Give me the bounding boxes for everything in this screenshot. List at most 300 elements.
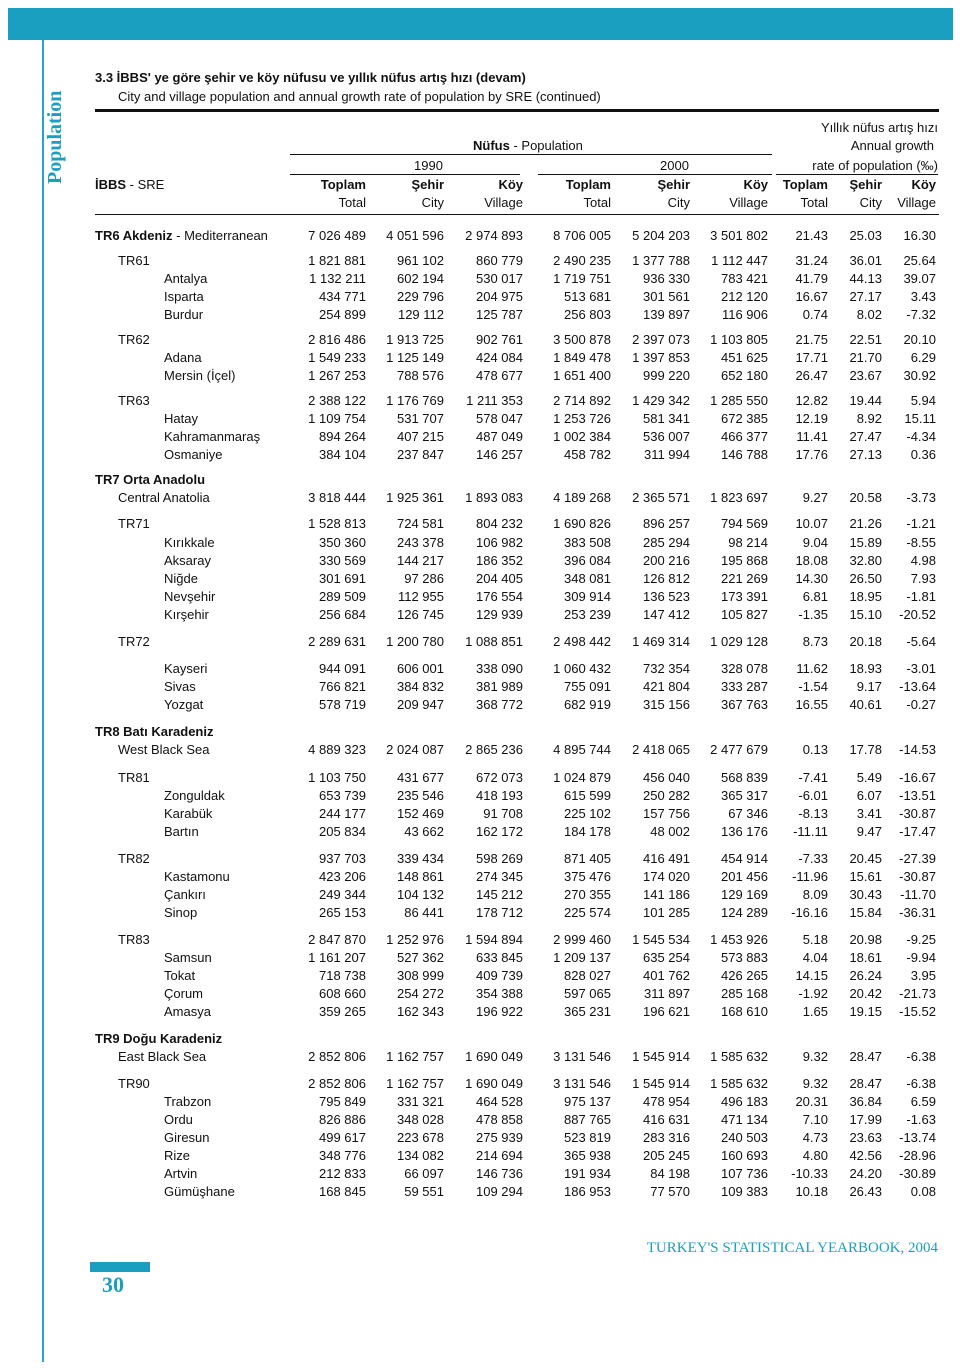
cell-c00: 936 330	[643, 271, 690, 286]
table-row	[0, 490, 960, 508]
row-label: Bartın	[164, 824, 199, 839]
cell-t00: 1 849 478	[553, 350, 611, 365]
cell-t90: 244 177	[319, 806, 366, 821]
cell-t00: 225 102	[564, 806, 611, 821]
table-title-en: City and village population and annual growth rate of population by SRE (continued)	[118, 89, 601, 104]
cell-v00: 426 265	[721, 968, 768, 983]
cell-v90: 146 736	[476, 1166, 523, 1181]
cell-t90: 384 104	[319, 447, 366, 462]
cell-gc: 23.63	[849, 1130, 882, 1145]
col-city-2000: City	[667, 195, 690, 210]
cell-gt: 4.73	[802, 1130, 828, 1145]
cell-t90: 653 739	[319, 788, 366, 803]
cell-c00: 2 418 065	[632, 742, 690, 757]
cell-v90: 145 212	[476, 887, 523, 902]
cell-v00: 129 169	[721, 887, 768, 902]
cell-gv: 25.64	[903, 253, 936, 268]
col-sehir-growth: Şehir	[849, 177, 882, 192]
cell-t00: 3 131 546	[553, 1049, 611, 1064]
cell-v90: 1 893 083	[465, 490, 523, 505]
cell-c90: 724 581	[397, 516, 444, 531]
table-row	[0, 851, 960, 869]
cell-v90: 368 772	[476, 697, 523, 712]
cell-gv: -21.73	[899, 986, 936, 1001]
cell-gt: 14.30	[795, 571, 828, 586]
cell-c90: 308 999	[397, 968, 444, 983]
cell-gt: -1.35	[798, 607, 828, 622]
cell-t00: 682 919	[564, 697, 611, 712]
cell-t00: 513 681	[564, 289, 611, 304]
cell-c00: 999 220	[643, 368, 690, 383]
cell-v00: 328 078	[721, 661, 768, 676]
table-row	[0, 697, 960, 715]
cell-c90: 229 796	[397, 289, 444, 304]
cell-t90: 499 617	[319, 1130, 366, 1145]
cell-v90: 424 084	[476, 350, 523, 365]
cell-gt: 8.73	[802, 634, 828, 649]
cell-gt: 4.04	[802, 950, 828, 965]
table-row	[0, 535, 960, 553]
table-row	[0, 1031, 960, 1049]
cell-gt: 18.08	[795, 553, 828, 568]
cell-v90: 106 982	[476, 535, 523, 550]
cell-v90: 902 761	[476, 332, 523, 347]
cell-c90: 86 441	[404, 905, 444, 920]
cell-t90: 1 821 881	[308, 253, 366, 268]
cell-c90: 339 434	[397, 851, 444, 866]
cell-gc: 26.50	[849, 571, 882, 586]
cell-t00: 4 189 268	[553, 490, 611, 505]
cell-c00: 77 570	[650, 1184, 690, 1199]
cell-gc: 32.80	[849, 553, 882, 568]
table-row	[0, 393, 960, 411]
year-2000: 2000	[660, 158, 689, 173]
cell-c00: 285 294	[643, 535, 690, 550]
cell-gc: 20.18	[849, 634, 882, 649]
cell-gv: 20.10	[903, 332, 936, 347]
cell-v00: 116 906	[721, 307, 768, 322]
cell-t00: 458 782	[564, 447, 611, 462]
row-label: Ordu	[164, 1112, 193, 1127]
cell-t90: 434 771	[319, 289, 366, 304]
cell-gv: 16.30	[903, 228, 936, 243]
ibbs-label: İBBS	[95, 177, 127, 192]
table-title-tr: 3.3 İBBS' ye göre şehir ve köy nüfusu ve yıllık nüfus artış hızı (devam)	[95, 70, 526, 85]
table-row	[0, 950, 960, 968]
cell-gv: -28.96	[899, 1148, 936, 1163]
cell-t90: 256 684	[319, 607, 366, 622]
cell-gv: -7.32	[906, 307, 936, 322]
cell-c00: 416 491	[643, 851, 690, 866]
cell-gt: 16.67	[795, 289, 828, 304]
cell-gc: 28.47	[849, 1076, 882, 1091]
cell-t00: 1 209 137	[553, 950, 611, 965]
table-row	[0, 516, 960, 534]
cell-c00: 147 412	[643, 607, 690, 622]
row-label: Tokat	[164, 968, 196, 983]
cell-v00: 1 585 632	[710, 1049, 768, 1064]
row-label: TR8 Batı Karadeniz	[95, 724, 214, 739]
cell-v90: 1 088 851	[465, 634, 523, 649]
row-label: Nevşehir	[164, 589, 216, 604]
cell-v90: 1 690 049	[465, 1076, 523, 1091]
row-label: Burdur	[164, 307, 204, 322]
cell-c00: 141 186	[643, 887, 690, 902]
cell-v00: 333 287	[721, 679, 768, 694]
cell-gt: 17.76	[795, 447, 828, 462]
row-label: Rize	[164, 1148, 191, 1163]
cell-v00: 1 029 128	[710, 634, 768, 649]
cell-gv: -5.64	[906, 634, 936, 649]
cell-c90: 1 925 361	[386, 490, 444, 505]
table-row	[0, 788, 960, 806]
table-row	[0, 724, 960, 742]
table-row	[0, 986, 960, 1004]
cell-gt: 9.27	[802, 490, 828, 505]
table-row	[0, 307, 960, 325]
row-label: Karabük	[164, 806, 213, 821]
cell-c90: 1 252 976	[386, 932, 444, 947]
cell-c90: 243 378	[397, 535, 444, 550]
cell-t00: 348 081	[564, 571, 611, 586]
table-row	[0, 932, 960, 950]
cell-gv: -30.87	[899, 869, 936, 884]
cell-t00: 186 953	[564, 1184, 611, 1199]
header-top-rule	[95, 109, 939, 112]
cell-v00: 794 569	[721, 516, 768, 531]
table-row	[0, 411, 960, 429]
row-label: Central Anatolia	[118, 490, 210, 505]
cell-gt: 14.15	[795, 968, 828, 983]
row-label: Antalya	[164, 271, 208, 286]
cell-v00: 466 377	[721, 429, 768, 444]
cell-t00: 1 024 879	[553, 770, 611, 785]
cell-v00: 454 914	[721, 851, 768, 866]
cell-t90: 795 849	[319, 1094, 366, 1109]
table-row	[0, 607, 960, 625]
cell-v90: 418 193	[476, 788, 523, 803]
cell-v00: 173 391	[721, 589, 768, 604]
year-1990: 1990	[414, 158, 443, 173]
cell-t90: 2 388 122	[308, 393, 366, 408]
cell-v90: 2 865 236	[465, 742, 523, 757]
row-label: TR63	[118, 393, 150, 408]
col-city-growth: City	[859, 195, 882, 210]
cell-c00: 311 994	[643, 447, 690, 462]
page-number-bar	[90, 1262, 150, 1272]
row-label: Kahramanmaraş	[164, 429, 261, 444]
cell-c00: 2 365 571	[632, 490, 690, 505]
cell-t90: 718 738	[319, 968, 366, 983]
cell-t00: 755 091	[564, 679, 611, 694]
row-label: TR62	[118, 332, 150, 347]
cell-gc: 23.67	[849, 368, 882, 383]
cell-gc: 25.03	[849, 228, 882, 243]
cell-t90: 249 344	[319, 887, 366, 902]
cell-v90: 274 345	[476, 869, 523, 884]
cell-c00: 456 040	[643, 770, 690, 785]
cell-t90: 1 109 754	[308, 411, 366, 426]
cell-c90: 1 162 757	[386, 1049, 444, 1064]
row-label: Kayseri	[164, 661, 208, 676]
table-row	[0, 429, 960, 447]
table-row	[0, 553, 960, 571]
cell-t90: 205 834	[319, 824, 366, 839]
cell-gv: 3.95	[910, 968, 936, 983]
cell-c90: 235 546	[397, 788, 444, 803]
cell-gc: 27.13	[849, 447, 882, 462]
cell-gc: 8.02	[856, 307, 882, 322]
cell-t00: 2 714 892	[553, 393, 611, 408]
cell-v90: 146 257	[476, 447, 523, 462]
cell-t00: 2 490 235	[553, 253, 611, 268]
cell-gc: 18.61	[849, 950, 882, 965]
population-label: - Population	[509, 138, 583, 153]
cell-t90: 254 899	[319, 307, 366, 322]
cell-c90: 66 097	[404, 1166, 444, 1181]
cell-t00: 523 819	[564, 1130, 611, 1145]
cell-gt: 1.65	[802, 1004, 828, 1019]
cell-gt: 12.19	[795, 411, 828, 426]
sre-label: - SRE	[126, 177, 165, 192]
cell-t00: 270 355	[564, 887, 611, 902]
table-row	[0, 968, 960, 986]
cell-t00: 2 498 442	[553, 634, 611, 649]
cell-v00: 652 180	[721, 368, 768, 383]
cell-c90: 144 217	[397, 553, 444, 568]
table-row	[0, 589, 960, 607]
cell-c00: 139 897	[643, 307, 690, 322]
cell-gc: 19.15	[849, 1004, 882, 1019]
row-label: Zonguldak	[164, 788, 225, 803]
cell-t00: 375 476	[564, 869, 611, 884]
cell-v00: 109 383	[721, 1184, 768, 1199]
cell-v90: 204 405	[476, 571, 523, 586]
cell-gv: -13.64	[899, 679, 936, 694]
cell-t00: 2 999 460	[553, 932, 611, 947]
cell-t00: 1 690 826	[553, 516, 611, 531]
cell-c00: 732 354	[643, 661, 690, 676]
cell-t90: 423 206	[319, 869, 366, 884]
cell-v00: 105 827	[721, 607, 768, 622]
cell-gv: 15.11	[904, 411, 936, 426]
cell-gc: 36.84	[849, 1094, 882, 1109]
cell-gv: -1.81	[906, 589, 936, 604]
cell-c00: 5 204 203	[632, 228, 690, 243]
cell-gv: -20.52	[899, 607, 936, 622]
cell-c00: 635 254	[643, 950, 690, 965]
yearbook-footer: TURKEY'S STATISTICAL YEARBOOK, 2004	[646, 1240, 938, 1256]
cell-v00: 451 625	[721, 350, 768, 365]
row-label: TR83	[118, 932, 150, 947]
table-row	[0, 869, 960, 887]
cell-v90: 1 594 894	[465, 932, 523, 947]
cell-v00: 367 763	[721, 697, 768, 712]
cell-c00: 136 523	[643, 589, 690, 604]
cell-c00: 1 545 914	[632, 1076, 690, 1091]
cell-gt: 21.43	[795, 228, 828, 243]
cell-gt: 11.41	[796, 429, 828, 444]
row-label: Sivas	[164, 679, 196, 694]
cell-c00: 1 377 788	[632, 253, 690, 268]
cell-t90: 350 360	[319, 535, 366, 550]
cell-c00: 416 631	[643, 1112, 690, 1127]
row-label: Samsun	[164, 950, 212, 965]
row-label: Adana	[164, 350, 202, 365]
cell-v90: 633 845	[476, 950, 523, 965]
cell-c00: 896 257	[643, 516, 690, 531]
cell-v00: 1 823 697	[710, 490, 768, 505]
cell-c90: 43 662	[404, 824, 444, 839]
col-total-growth: Total	[800, 195, 828, 210]
cell-v90: 598 269	[476, 851, 523, 866]
cell-c90: 531 707	[397, 411, 444, 426]
cell-v90: 196 922	[476, 1004, 523, 1019]
table-row	[0, 905, 960, 923]
cell-v00: 1 585 632	[710, 1076, 768, 1091]
cell-t90: 2 816 486	[308, 332, 366, 347]
table-row	[0, 1049, 960, 1067]
cell-gv: 6.29	[910, 350, 936, 365]
cell-gt: 7.10	[802, 1112, 828, 1127]
table-row	[0, 770, 960, 788]
row-label: TR71	[118, 516, 150, 531]
cell-c90: 606 001	[397, 661, 444, 676]
table-row	[0, 447, 960, 465]
cell-v00: 471 134	[721, 1112, 768, 1127]
cell-t00: 1 002 384	[553, 429, 611, 444]
row-label: Isparta	[164, 289, 204, 304]
table-row	[0, 1130, 960, 1148]
row-label: TR61	[118, 253, 150, 268]
cell-v90: 478 858	[476, 1112, 523, 1127]
cell-gt: -11.11	[793, 824, 828, 839]
cell-t90: 944 091	[319, 661, 366, 676]
table-row	[0, 253, 960, 271]
cell-t00: 887 765	[564, 1112, 611, 1127]
cell-c00: 84 198	[650, 1166, 690, 1181]
cell-t00: 615 599	[564, 788, 611, 803]
cell-v00: 672 385	[721, 411, 768, 426]
table-row	[0, 1112, 960, 1130]
cell-gt: 21.75	[795, 332, 828, 347]
cell-v00: 212 120	[721, 289, 768, 304]
cell-v00: 160 693	[721, 1148, 768, 1163]
cell-v00: 3 501 802	[710, 228, 768, 243]
cell-v00: 146 788	[721, 447, 768, 462]
header-bottom-rule	[95, 214, 939, 215]
cell-t90: 2 852 806	[308, 1049, 366, 1064]
cell-v00: 1 103 805	[710, 332, 768, 347]
cell-t90: 2 847 870	[308, 932, 366, 947]
table-row	[0, 806, 960, 824]
cell-gc: 21.26	[849, 516, 882, 531]
row-label: Trabzon	[164, 1094, 212, 1109]
cell-c00: 101 285	[643, 905, 690, 920]
cell-gv: -30.87	[899, 806, 936, 821]
cell-gc: 20.98	[849, 932, 882, 947]
cell-v90: 804 232	[476, 516, 523, 531]
cell-c90: 126 745	[397, 607, 444, 622]
cell-gt: 20.31	[795, 1094, 828, 1109]
cell-t00: 597 065	[564, 986, 611, 1001]
cell-c90: 148 861	[397, 869, 444, 884]
row-label: TR81	[118, 770, 150, 785]
cell-c00: 157 756	[643, 806, 690, 821]
cell-c90: 527 362	[397, 950, 444, 965]
row-label: Gümüşhane	[164, 1184, 235, 1199]
cell-c00: 196 621	[643, 1004, 690, 1019]
cell-gt: 8.09	[802, 887, 828, 902]
cell-v00: 221 269	[721, 571, 768, 586]
cell-gv: -1.63	[906, 1112, 936, 1127]
cell-c00: 126 812	[643, 571, 690, 586]
growth-title-en2: rate of population (‰)	[812, 158, 938, 173]
cell-gv: -6.38	[906, 1049, 936, 1064]
cell-c90: 348 028	[397, 1112, 444, 1127]
cell-c90: 223 678	[397, 1130, 444, 1145]
cell-c00: 48 002	[650, 824, 690, 839]
cell-t90: 1 549 233	[308, 350, 366, 365]
cell-gt: 16.55	[795, 697, 828, 712]
cell-v90: 2 974 893	[465, 228, 523, 243]
cell-v90: 409 739	[476, 968, 523, 983]
cell-gc: 22.51	[849, 332, 882, 347]
cell-v90: 109 294	[476, 1184, 523, 1199]
cell-v90: 860 779	[476, 253, 523, 268]
cell-v90: 478 677	[476, 368, 523, 383]
cell-t00: 1 719 751	[553, 271, 611, 286]
cell-t00: 1 060 432	[553, 661, 611, 676]
cell-gt: 10.18	[795, 1184, 828, 1199]
cell-gc: 9.17	[856, 679, 882, 694]
region-name-label: - Mediterranean	[172, 228, 268, 243]
cell-v00: 136 176	[721, 824, 768, 839]
cell-c00: 401 762	[643, 968, 690, 983]
cell-v00: 1 285 550	[710, 393, 768, 408]
cell-gt: -7.41	[798, 770, 828, 785]
cell-gv: -15.52	[899, 1004, 936, 1019]
cell-gc: 26.43	[849, 1184, 882, 1199]
cell-c90: 331 321	[397, 1094, 444, 1109]
cell-t90: 2 289 631	[308, 634, 366, 649]
col-total-2000: Total	[583, 195, 611, 210]
cell-v90: 91 708	[483, 806, 523, 821]
cell-v90: 530 017	[476, 271, 523, 286]
table-row	[0, 332, 960, 350]
cell-t90: 2 852 806	[308, 1076, 366, 1091]
cell-t00: 184 178	[564, 824, 611, 839]
cell-c00: 250 282	[643, 788, 690, 803]
col-total-1990: Total	[338, 195, 366, 210]
cell-t00: 3 131 546	[553, 1076, 611, 1091]
cell-gv: -1.21	[906, 516, 936, 531]
cell-gv: 7.93	[910, 571, 936, 586]
cell-gt: -11.96	[792, 869, 828, 884]
cell-gc: 15.10	[849, 607, 882, 622]
table-row	[0, 742, 960, 760]
cell-gv: 5.94	[910, 393, 936, 408]
row-label: Çorum	[164, 986, 204, 1001]
cell-c00: 200 216	[643, 553, 690, 568]
cell-t00: 256 803	[564, 307, 611, 322]
cell-v00: 168 610	[721, 1004, 768, 1019]
row-label: Aksaray	[164, 553, 211, 568]
cell-t00: 396 084	[564, 553, 611, 568]
cell-gv: 3.43	[910, 289, 936, 304]
cell-t00: 828 027	[564, 968, 611, 983]
cell-c90: 1 913 725	[386, 332, 444, 347]
